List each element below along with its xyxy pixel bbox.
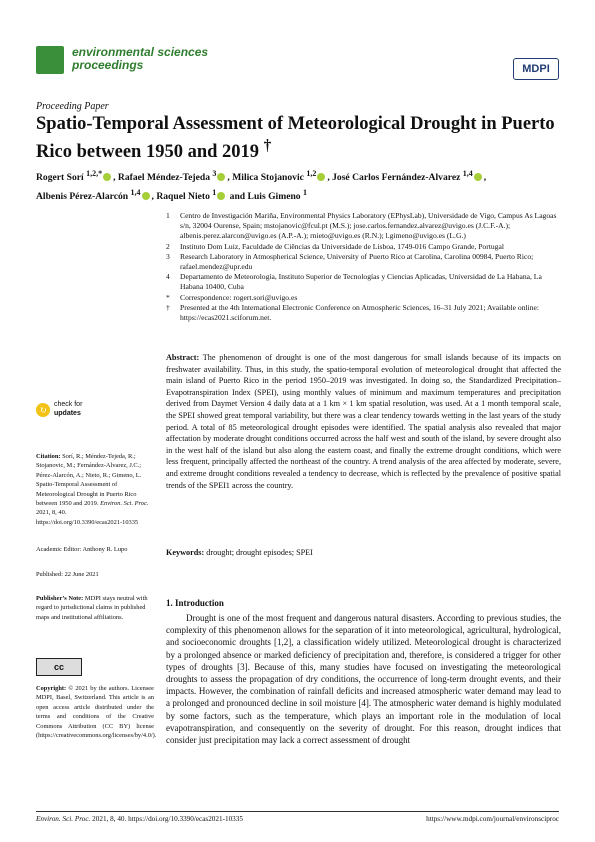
author: Rafael Méndez-Tejeda $^3$ , — [117, 169, 233, 184]
academic-editor: Academic Editor: Anthony R. Lupo — [36, 546, 128, 553]
author: Luis Gimeno $^1$ — [247, 188, 307, 203]
author: Albenis Pérez-Alarcón $^{1,4}$ , — [36, 188, 157, 203]
published-date: Published: 22 June 2021 — [36, 571, 99, 578]
affiliation-item: 3 Research Laboratory in Atmospherical Science, University of Puerto Rico at Carolina, Carolina 00984, Puerto Rico; rafael.mendez@upr.edu — [166, 251, 534, 272]
affiliation-item: 2 Instituto Dom Luiz, Faculdade de Ciências da Universidade de Lisboa, 1749-016 Campo Grande, Portugal — [166, 241, 504, 251]
abstract-text: The phenomenon of drought is one of the most dangerous for small islands because of its impacts on freshwater availability. Thus, in this study, the spatio-temporal evolution of meteorological drought that affected the main island of Puerto Rico in the period 1950–2019 was investigated. In doing so, the Standardized Precipitation–Evapotranspiration Index (SPEI), using monthly values of minimum and maximum temperatures and precipitation derived from Daymet Version 4 daily data at a 1 km × 1 km spatial resolution, was used. At a 1 month temporal scale, the SPEI showed great temporal variability, but there was a clear tendency towards wetting in the last years of the study period. A total of 85 meteorological drought episodes were identified. The spatial analysis also revealed that major affectation by moderate drought conditions occurred across the half west and south of the island, by severe drought also in the west half of the island but also along the eastern coast, and finally the extreme drought conditions, which were less frequent, principally affected the northeast of the country. A trend analysis of the area affected by moderate, severe, and extreme drought conditions revealed a tendency to decrease, which is reflected by the prevalence of positive spatial trends of the SPEI1 across the country. — [166, 353, 562, 490]
author: José Carlos Fernández-Alvarez $^{1,4}$ , — [332, 169, 487, 184]
journal-name: environmental sciences proceedings — [72, 45, 209, 72]
check-updates-icon: ↻ — [36, 403, 50, 417]
affiliation-item: 4 Departamento de Meteorología, Instituto Superior de Tecnologías y Ciencias Aplicadas, Universidad de La Habana, La Habana 10400, Cuba — [166, 272, 542, 292]
keywords: Keywords: drought; drought episodes; SPEI — [166, 548, 313, 557]
check-for-updates-badge[interactable]: ↻ check for updates — [36, 401, 146, 421]
paragraph: Drought is one of the most frequent and dangerous natural disasters. According to previous studies, the complexity of this phenomenon allows for the separation of it into meteorological, agricultural, hydrological, and socioeconomic droughts [1,2], a classification widely utilized. Meteorological drought is characterized by a prolonged absence or marked deficiency of precipitation and, therefore, is considered a trigger for other types of droughts [3]. Because of this, many studies have focused on investigating the meteorological droughts to assess the propagation of dry conditions, the occurrence of long-term drought events, and their impacts. However, the combination of rainfall deficits and increased atmospheric water demand may lead to a prolonged and pronounced decline in soil moisture [4]. The atmospheric water demand is highly modulated by some factors, such as the temperature, which plays an important role in the modulation of local evapotranspiration, and consequently on the severity of drought. For this reason, drought indices that consider just precipitation may lack a correct assessment of drought — [166, 613, 561, 746]
mdpi-logo: MDPI — [513, 58, 559, 80]
affiliation-item: * Correspondence: rogert.sori@uvigo.es — [166, 292, 298, 302]
footer-rule — [36, 811, 559, 812]
footer-url[interactable]: https://www.mdpi.com/journal/environsciproc — [426, 815, 559, 823]
affiliation-item: † Presented at the 4th International Electronic Conference on Atmospheric Sciences, 16–31 July 2021; Available online: https://ecas2021.sciforum.net. — [166, 302, 539, 323]
abstract — [166, 352, 561, 491]
footer-citation: Environ. Sci. Proc. 2021, 8, 40. https://doi.org/10.3390/ecas2021-10335 — [36, 815, 243, 823]
copyright: Copyright: © 2021 by the authors. Licensee MDPI, Basel, Switzerland. This article is an open access article distributed under the terms and conditions of the Creative Commons Attribution (CC BY) license (https://creativecommons.org/licenses/by/4.0/). — [36, 685, 157, 740]
orcid-icon[interactable] — [317, 173, 325, 181]
journal-logo-icon — [36, 46, 64, 74]
section-heading: 1. Introduction — [166, 598, 224, 608]
author: Rogert Sorí $^{1,2,*}$ , — [36, 169, 118, 184]
orcid-icon[interactable] — [217, 173, 225, 181]
author: Raquel Nieto $^1$ and — [156, 188, 248, 203]
article-type: Proceeding Paper — [36, 101, 109, 112]
author: Milica Stojanovic $^{1,2}$ , — [232, 169, 333, 184]
citation: Citation: Sorí, R.; Méndez-Tejeda, R.; Stojanovic, M.; Fernández-Alvarez, J.C.; Pérez-Alarcón, A.; Nieto, R.; Gimeno, L. Spatio-Temporal Assessment of Meteorological Drought in Puerto Rico between 1950 and 2019. Environ. Sci. Proc. 2021, 8, 40. https://doi.org/10.3390/ecas2021-10335 — [36, 453, 149, 526]
orcid-icon[interactable] — [142, 192, 150, 200]
orcid-icon[interactable] — [217, 192, 225, 200]
orcid-icon[interactable] — [474, 173, 482, 181]
publisher-note: Publisher’s Note: MDPI stays neutral with regard to jurisdictional claims in published maps and institutional affiliations. — [36, 595, 148, 621]
title-footnote-mark: † — [263, 137, 272, 154]
author-list — [36, 166, 556, 204]
abstract-label: Abstract: — [166, 353, 200, 362]
affiliation-item: 1 Centro de Investigación Mariña, Environmental Physics Laboratory (EPhysLab), Universidade de Vigo, Campus As Lagoas s/n, 32004 Ourense, Spain; mstojanovic@fcul.pt (M.S.); jose.carlos.fernandez.alvarez@uvigo.es (J.C.F.-A.); albenis.perez.alarcon@uvigo.es (A.P.-A.); rnieto@uvigo.es (R.N.); l.gimeno@uvigo.es (L.G.) — [166, 211, 557, 241]
affiliations — [166, 211, 561, 323]
paper-title: Spatio-Temporal Assessment of Meteorological Drought in Puerto Rico between 1950 and 2019 † — [36, 114, 555, 163]
introduction-text — [166, 612, 561, 746]
journal-logo — [36, 46, 236, 78]
orcid-icon[interactable] — [103, 173, 111, 181]
cc-by-license-icon[interactable]: cc — [36, 658, 82, 676]
